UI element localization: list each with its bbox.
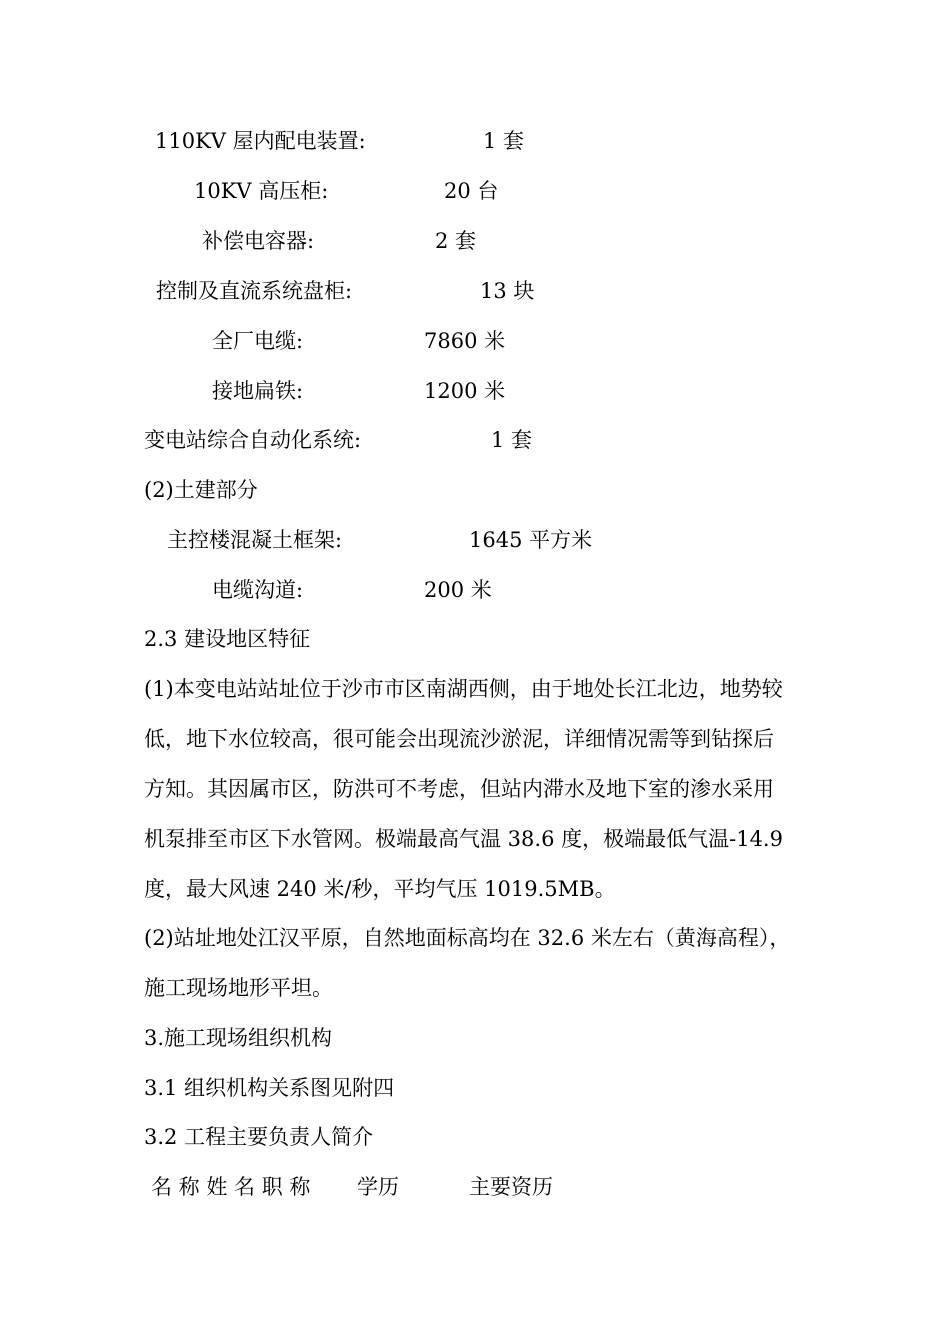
equipment-row (0, 425, 950, 455)
civil-label: 主控楼混凝土框架: (167, 528, 343, 552)
civil-heading: (2)土建部分 (144, 478, 258, 502)
equipment-value: 20 台 (444, 179, 499, 203)
equipment-value: 2 套 (435, 229, 477, 253)
equipment-value: 1 套 (491, 428, 533, 452)
section-heading: 3.施工现场组织机构 (144, 1026, 333, 1050)
equipment-label: 接地扁铁: (212, 379, 304, 403)
equipment-row (0, 376, 950, 406)
equipment-row (0, 176, 950, 206)
civil-label: 电缆沟道: (212, 578, 304, 602)
paragraph-line: 施工现场地形平坦。 (144, 976, 333, 1000)
table-header-education: 学历 (357, 1175, 399, 1199)
paragraph-line: 度，最大风速 240 米/秒，平均气压 1019.5MB。 (144, 877, 616, 901)
civil-value: 200 米 (424, 578, 492, 602)
section-heading: 2.3 建设地区特征 (144, 627, 311, 651)
paragraph-line: (2)站址地处江汉平原，自然地面标高均在 32.6 米左右（黄海高程）， (144, 926, 791, 950)
equipment-value: 1200 米 (424, 379, 506, 403)
equipment-value: 13 块 (480, 279, 535, 303)
equipment-value: 7860 米 (424, 329, 506, 353)
equipment-value: 1 套 (483, 129, 525, 153)
equipment-label: 110KV 屋内配电装置: (155, 129, 366, 153)
equipment-row (0, 126, 950, 156)
equipment-row (0, 226, 950, 256)
table-header-qualifications: 主要资历 (469, 1175, 553, 1199)
equipment-row (0, 326, 950, 356)
equipment-label: 补偿电容器: (202, 229, 315, 253)
section-heading: 3.1 组织机构关系图见附四 (144, 1076, 395, 1100)
paragraph-line: 方知。其因属市区，防洪可不考虑，但站内滞水及地下室的渗水采用 (144, 777, 774, 801)
civil-row (0, 575, 950, 605)
equipment-label: 控制及直流系统盘柜: (156, 279, 353, 303)
equipment-label: 全厂电缆: (212, 329, 304, 353)
section-heading: 3.2 工程主要负责人简介 (144, 1125, 374, 1149)
paragraph-line: 低，地下水位较高，很可能会出现流沙淤泥，详细情况需等到钻探后 (144, 727, 774, 751)
civil-value: 1645 平方米 (469, 528, 593, 552)
civil-row (0, 525, 950, 555)
paragraph-line: 机泵排至市区下水管网。极端最高气温 38.6 度，极端最低气温-14.9 (144, 827, 783, 851)
table-header-name-title: 名 称 姓 名 职 称 (151, 1175, 311, 1199)
table-header (0, 1172, 950, 1202)
equipment-label: 变电站综合自动化系统: (144, 428, 362, 452)
equipment-label: 10KV 高压柜: (194, 179, 329, 203)
equipment-row (0, 276, 950, 306)
paragraph-line: (1)本变电站站址位于沙市市区南湖西侧，由于地处长江北边，地势较 (144, 677, 783, 701)
